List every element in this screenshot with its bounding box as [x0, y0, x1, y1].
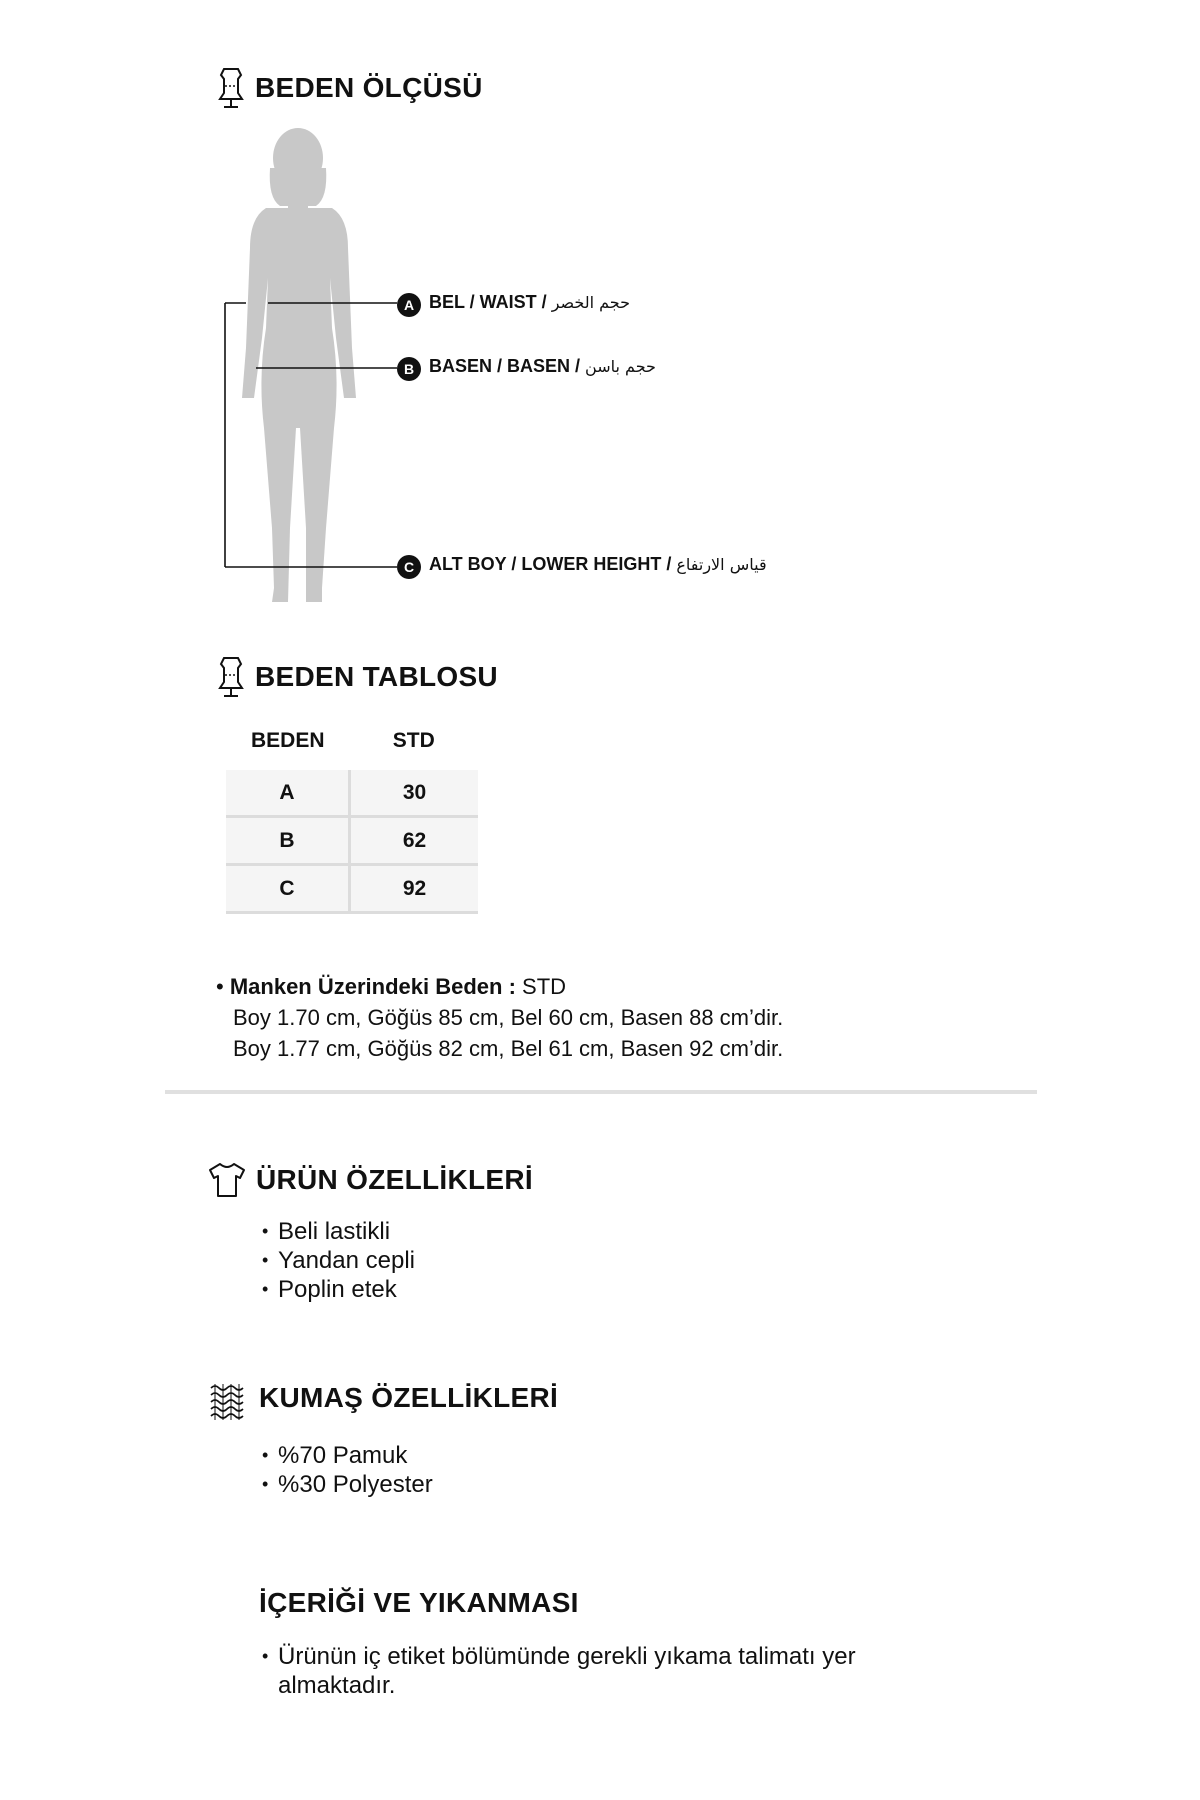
table-cell: 62 [350, 817, 479, 865]
tshirt-icon [208, 1162, 246, 1198]
model-info [216, 971, 783, 1064]
size-table-title: BEDEN TABLOSU [255, 661, 498, 692]
table-cell: 92 [350, 865, 479, 913]
fabric-features-list [262, 1441, 433, 1499]
mannequin-icon [214, 655, 248, 701]
badge-a: A [397, 293, 421, 317]
table-row [226, 865, 478, 913]
model-measure-line: Boy 1.77 cm, Göğüs 82 cm, Bel 61 cm, Basen 92 cm’dir. [233, 1036, 784, 1061]
model-size-line [216, 971, 783, 1002]
waist-label-text: BEL / WAIST / [429, 292, 547, 312]
lower-height-label-arabic: قياس الارتفاع [676, 555, 767, 574]
table-cell: B [226, 817, 350, 865]
section-divider [165, 1090, 1037, 1094]
list-item: • Yandan cepli [262, 1246, 415, 1275]
lower-height-label [429, 554, 767, 575]
bullet: • [216, 974, 230, 999]
table-header: STD [392, 729, 435, 752]
table-header-row [226, 712, 478, 770]
care-text: Ürünün iç etiket bölümünde gerekli yıkama talimatı yer almaktadır. [278, 1643, 856, 1699]
table-header: BEDEN [250, 729, 325, 752]
badge-b: B [397, 357, 421, 381]
badge-c: C [397, 555, 421, 579]
lower-height-label-text: ALT BOY / LOWER HEIGHT / [429, 554, 672, 574]
model-size-value: STD [522, 974, 567, 999]
measure-section-title: BEDEN ÖLÇÜSÜ [255, 72, 483, 103]
measure-lines [0, 0, 420, 600]
waist-label [429, 292, 630, 313]
hip-label-text: BASEN / BASEN / [429, 356, 581, 376]
list-item: • Poplin etek [262, 1275, 415, 1304]
table-row [226, 817, 478, 865]
product-features-title: ÜRÜN ÖZELLİKLERİ [256, 1164, 534, 1195]
table-cell: 30 [350, 770, 479, 817]
table-cell: C [226, 865, 350, 913]
fabric-features-title: KUMAŞ ÖZELLİKLERİ [259, 1382, 559, 1413]
model-size-label: Manken Üzerindeki Beden : [229, 974, 516, 999]
size-table [226, 712, 478, 914]
care-text-block [262, 1642, 942, 1700]
list-item: • Beli lastikli [262, 1217, 415, 1246]
product-features-list [262, 1217, 415, 1304]
fabric-pattern-icon [208, 1382, 248, 1422]
bullet: • [262, 1646, 269, 1666]
list-item: • %30 Polyester [262, 1470, 433, 1499]
table-cell: A [226, 770, 350, 817]
model-measure-line: Boy 1.70 cm, Göğüs 85 cm, Bel 60 cm, Basen 88 cm’dir. [233, 1005, 784, 1030]
list-item: • %70 Pamuk [262, 1441, 433, 1470]
hip-label-arabic: حجم باسن [585, 357, 656, 376]
care-title: İÇERİĞİ VE YIKANMASI [259, 1587, 579, 1618]
table-row [226, 770, 478, 817]
hip-label [429, 356, 656, 377]
waist-label-arabic: حجم الخصر [551, 293, 631, 312]
